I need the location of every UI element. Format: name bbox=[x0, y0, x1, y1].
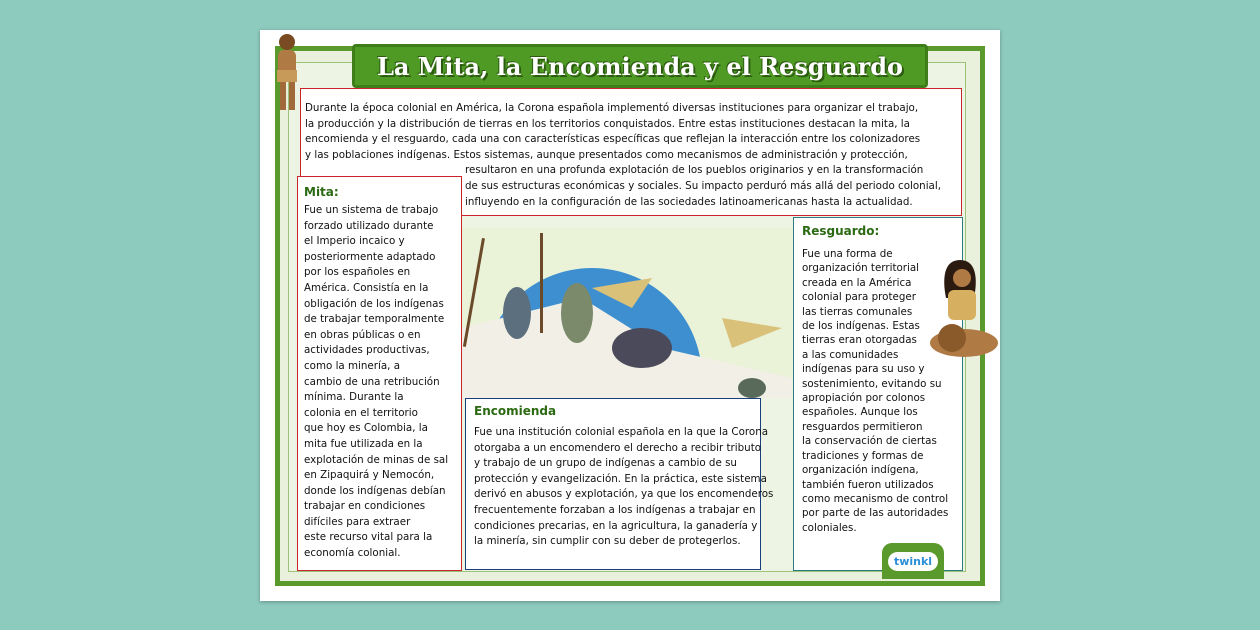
text-line: América. Consistía en la bbox=[304, 281, 429, 294]
text-line: organización indígena, bbox=[802, 464, 919, 477]
text-line: actividades productivas, bbox=[304, 344, 430, 357]
text-line: colonial para proteger bbox=[802, 291, 916, 304]
text-line: de trabajar temporalmente bbox=[304, 313, 445, 326]
text-line: el Imperio incaico y bbox=[304, 235, 405, 248]
text-line: por parte de las autoridades bbox=[802, 507, 949, 520]
text-line: también fueron utilizados bbox=[802, 478, 934, 491]
text-line: otorgaba a un encomendero el derecho a recibir tributo bbox=[474, 441, 762, 454]
resguardo-heading: Resguardo: bbox=[802, 224, 880, 238]
text-line: colonia en el territorio bbox=[304, 406, 418, 419]
page-title: La Mita, la Encomienda y el Resguardo bbox=[376, 51, 904, 81]
text-line: economía colonial. bbox=[304, 547, 401, 560]
title-banner bbox=[352, 44, 928, 88]
text-line: Fue una forma de bbox=[802, 248, 893, 260]
text-line: explotación de minas de sal bbox=[304, 453, 449, 466]
text-line: Fue un sistema de trabajo bbox=[304, 204, 439, 216]
text-line: españoles. Aunque los bbox=[802, 406, 918, 419]
text-line: por los españoles en bbox=[304, 266, 411, 279]
colonial-scene-illustration bbox=[462, 228, 792, 398]
text-line: forzado utilizado durante bbox=[304, 219, 434, 232]
intro-line: la producción y la distribución de tierras en los territorios conquistados. Entre estas instituciones destacan la mita, la bbox=[305, 117, 910, 130]
text-line: como la minería, a bbox=[304, 359, 401, 372]
logo-text: twinkl bbox=[888, 552, 938, 571]
intro-line: influyendo en la configuración de las sociedades latinoamericanas hasta la actualidad. bbox=[465, 195, 913, 208]
text-line: protección y evangelización. En la práctica, este sistema bbox=[474, 472, 767, 485]
intro-line: encomienda y el resguardo, cada una con características específicas que reflejan la interacción entre los colonizadores bbox=[305, 133, 921, 146]
text-line: mínima. Durante la bbox=[304, 391, 404, 404]
text-line: la minería, sin cumplir con su deber de protegerlos. bbox=[474, 535, 741, 548]
text-line: obligación de los indígenas bbox=[304, 297, 444, 310]
encomienda-heading: Encomienda bbox=[474, 404, 557, 418]
text-line: en obras públicas o en bbox=[304, 328, 421, 341]
text-line: resguardos permitieron bbox=[802, 420, 923, 433]
encomienda-text bbox=[474, 425, 774, 550]
text-line: coloniales. bbox=[802, 521, 857, 534]
twinkl-logo bbox=[882, 543, 944, 579]
text-line: derivó en abusos y explotación, ya que los encomenderos bbox=[474, 488, 774, 501]
mita-box bbox=[297, 176, 462, 571]
text-line: mita fue utilizada en la bbox=[304, 437, 423, 450]
text-line: donde los indígenas debían bbox=[304, 484, 446, 497]
encomienda-box bbox=[465, 398, 774, 570]
text-line: sostenimiento, evitando su bbox=[802, 377, 942, 390]
text-line: este recurso vital para la bbox=[304, 531, 433, 544]
text-line: frecuentemente forzaban a los indígenas a trabajar en bbox=[474, 503, 756, 516]
intro-line: Durante la época colonial en América, la Corona española implementó diversas instituciones para organizar el trabajo, bbox=[305, 102, 919, 114]
text-line: a las comunidades bbox=[802, 348, 899, 361]
indigenous-woman-illustration bbox=[922, 258, 998, 363]
text-line: y trabajo de un grupo de indígenas a cambio de su bbox=[474, 457, 737, 470]
intro-line: y las poblaciones indígenas. Estos sistemas, aunque presentados como mecanismos de administración y protección, bbox=[305, 148, 908, 161]
text-line: indígenas para su uso y bbox=[802, 363, 925, 376]
mita-heading: Mita: bbox=[304, 185, 339, 199]
text-line: trabajar en condiciones bbox=[304, 500, 426, 513]
text-line: Fue una institución colonial española en la que la Corona bbox=[474, 426, 769, 438]
text-line: posteriormente adaptado bbox=[304, 250, 436, 263]
text-line: cambio de una retribución bbox=[304, 375, 440, 388]
text-line: las tierras comunales bbox=[802, 305, 913, 318]
text-line: tradiciones y formas de bbox=[802, 449, 924, 462]
intro-line: resultaron en una profunda explotación de los pueblos originarios y en la transformación bbox=[465, 164, 924, 177]
text-line: como mecanismo de control bbox=[802, 492, 949, 505]
text-line: condiciones precarias, en la agricultura, la ganadería y bbox=[474, 519, 758, 532]
mita-text bbox=[304, 203, 455, 562]
intro-line: de sus estructuras económicas y sociales. Su impacto perduró más allá del periodo colonial, bbox=[465, 179, 941, 192]
text-line: de los indígenas. Estas bbox=[802, 320, 920, 333]
text-line: la conservación de ciertas bbox=[802, 435, 937, 448]
text-line: tierras eran otorgadas bbox=[802, 334, 917, 347]
text-line: creada en la América bbox=[802, 276, 912, 289]
text-line: difíciles para extraer bbox=[304, 515, 411, 528]
text-line: apropiación por colonos bbox=[802, 392, 926, 405]
text-line: que hoy es Colombia, la bbox=[304, 422, 428, 435]
text-line: en Zipaquirá y Nemocón, bbox=[304, 469, 435, 482]
text-line: organización territorial bbox=[802, 262, 920, 275]
